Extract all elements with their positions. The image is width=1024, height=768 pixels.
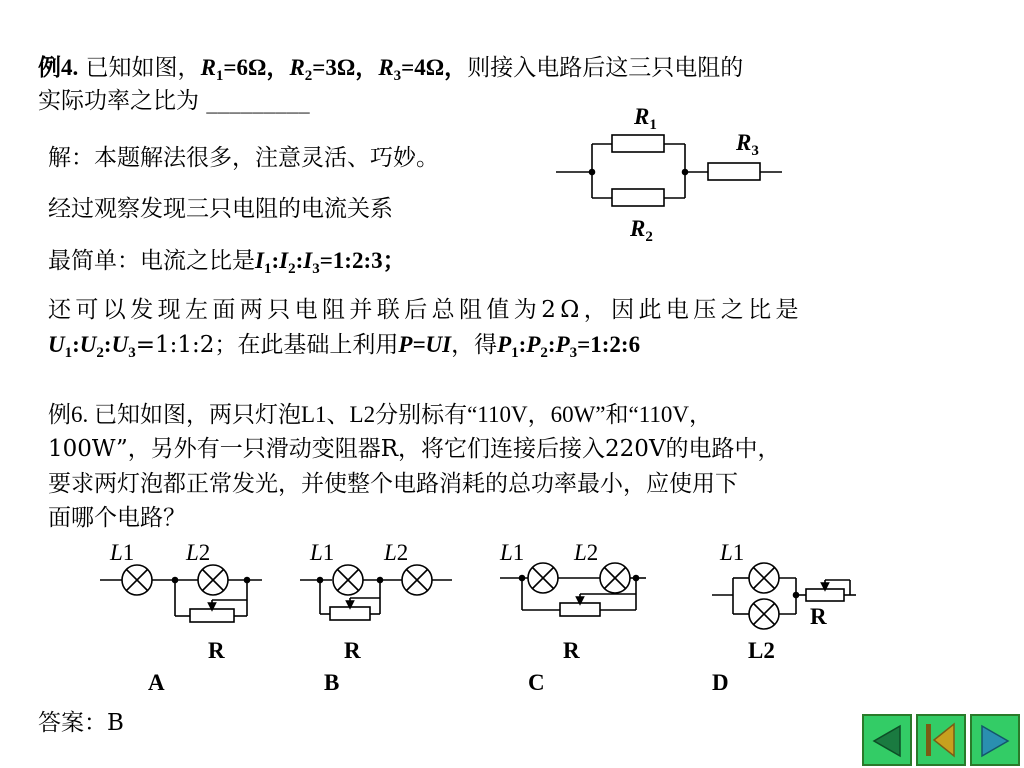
circuit-b-r-label: R: [344, 638, 361, 663]
circuit-a: [100, 565, 262, 622]
example4-label: 例4.: [38, 55, 79, 80]
first-button[interactable]: [916, 714, 966, 766]
circuit-d-letter: D: [712, 670, 729, 695]
circuit-a-l1-label: L1: [110, 540, 135, 565]
example6-line3: 要求两灯泡都正常发光，并使整个电路消耗的总功率最小，应使用下: [48, 471, 738, 497]
r3-label: $R_3$: [736, 130, 759, 159]
circuit-c-r-label: R: [563, 638, 580, 663]
resistor-r1: [612, 135, 664, 152]
rheostat-icon: [806, 589, 844, 601]
circuit-c-l1-label: L1: [500, 540, 525, 565]
example4-line1: 例4. 已知如图，$R_1=6\Omega$，$R_2=3\Omega$，$R_3=4\Omega$，则接入电路后这三只电阻的: [38, 55, 744, 84]
solution-line4: 还可以发现左面两只电阻并联后总阻值为2Ω，因此电压之比是: [48, 297, 803, 323]
rheostat-icon: [330, 607, 370, 620]
circuit-d-r-label: R: [810, 604, 827, 629]
next-button[interactable]: [970, 714, 1020, 766]
r1-label: $R_1$: [634, 104, 657, 133]
solution-line1: 解：本题解法很多，注意灵活、巧妙。: [48, 145, 439, 171]
rheostat-icon: [190, 609, 234, 622]
resistor-r2: [612, 189, 664, 206]
r2-label: $R_2$: [630, 216, 653, 245]
circuit-d-l1-label: L1: [720, 540, 745, 565]
circuit-d: [712, 563, 856, 629]
rheostat-icon: [560, 603, 600, 616]
circuit-a-letter: A: [148, 670, 165, 695]
next-icon: [972, 716, 1018, 764]
circuit-b: [300, 565, 452, 620]
circuit-a-r-label: R: [208, 638, 225, 663]
example6-line2: 100W”，另外有一只滑动变阻器R，将它们连接后接入220V的电路中，: [48, 436, 781, 462]
previous-icon: [864, 716, 910, 764]
previous-button[interactable]: [862, 714, 912, 766]
circuit-d-l2-label: L2: [748, 638, 775, 663]
first-icon: [918, 716, 964, 764]
example4-line2: 实际功率之比为 _________: [38, 88, 310, 114]
circuit-c-l2-label: L2: [574, 540, 599, 565]
circuit-c-letter: C: [528, 670, 545, 695]
example6-line1: 例6. 已知如图，两只灯泡L1、L2分别标有“110V，60W”和“110V，: [48, 402, 712, 427]
solution-line5: $U_1:U_2:U_3=1:1:2$；在此基础上利用P=UI，得$P_1:P_2:P_3=1:2:6$: [48, 332, 641, 361]
circuit-b-l1-label: L1: [310, 540, 335, 565]
resistor-r3: [708, 163, 760, 180]
circuit-c: [500, 563, 646, 616]
circuit-a-l2-label: L2: [186, 540, 211, 565]
solution-line3: 最简单：电流之比是$I_1:I_2:I_3=1:2:3$；: [48, 248, 406, 277]
circuit-b-letter: B: [324, 670, 340, 695]
solution-line2: 经过观察发现三只电阻的电流关系: [48, 196, 393, 222]
circuit-b-l2-label: L2: [384, 540, 409, 565]
answer: 答案：B: [38, 710, 124, 736]
example6-line4: 面哪个电路？: [48, 505, 186, 531]
